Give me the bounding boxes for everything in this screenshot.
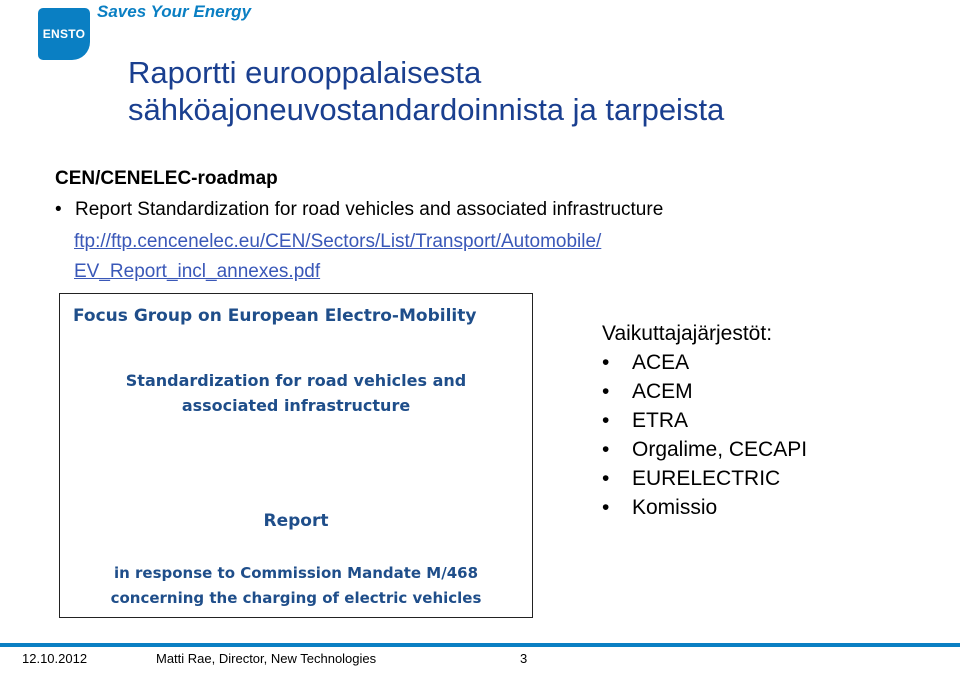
slide-title-line-1: Raportti eurooppalaisesta [128, 55, 482, 90]
stakeholders-block [602, 322, 807, 522]
stakeholders-list [602, 348, 807, 522]
doc-mandate-line-1: in response to Commission Mandate M/468 [113, 564, 479, 582]
stakeholder-name: Orgalime, CECAPI [632, 438, 808, 461]
doc-subtitle-line-2: associated infrastructure [181, 396, 411, 415]
doc-subtitle-line-1: Standardization for road vehicles and [125, 371, 467, 390]
bullet-icon: • [602, 467, 610, 490]
ensto-logo [38, 8, 90, 60]
stakeholders-heading: Vaikuttajajärjestöt: [602, 322, 773, 345]
doc-heading: Focus Group on European Electro-Mobility [73, 306, 477, 326]
bullet-icon: • [602, 496, 610, 519]
footer-date: 12.10.2012 [22, 651, 88, 666]
slide-title [128, 54, 724, 128]
list-item [602, 348, 807, 377]
doc-report-label: Report [263, 511, 329, 531]
report-bullet [55, 199, 663, 221]
stakeholder-name: ETRA [632, 409, 689, 432]
doc-mandate-line-2: concerning the charging of electric vehicles [110, 589, 482, 607]
footer-divider [0, 643, 960, 647]
report-link-line-2[interactable]: EV_Report_incl_annexes.pdf [74, 261, 321, 282]
list-item [602, 493, 807, 522]
stakeholder-name: EURELECTRIC [632, 467, 781, 490]
brand-tagline: Saves Your Energy [97, 2, 252, 21]
logo-text: ENSTO [42, 27, 86, 41]
slide-title-line-2: sähköajoneuvostandardoinnista ja tarpeista [128, 92, 725, 127]
stakeholder-name: ACEM [632, 380, 693, 403]
stakeholder-name: ACEA [632, 351, 690, 374]
page-number: 3 [520, 651, 528, 666]
stakeholder-name: Komissio [632, 496, 718, 519]
bullet-icon: • [55, 199, 62, 220]
list-item [602, 406, 807, 435]
report-link[interactable] [74, 227, 794, 287]
bullet-icon: • [602, 380, 610, 403]
report-bullet-text: Report Standardization for road vehicles and associated infrastructure [75, 199, 664, 220]
list-item [602, 435, 807, 464]
report-link-line-1[interactable]: ftp://ftp.cencenelec.eu/CEN/Sectors/List/Transport/Automobile/ [74, 231, 602, 252]
roadmap-heading: CEN/CENELEC-roadmap [55, 168, 278, 189]
report-cover-image [59, 293, 533, 618]
list-item [602, 377, 807, 406]
list-item [602, 464, 807, 493]
bullet-icon: • [602, 438, 610, 461]
footer-author: Matti Rae, Director, New Technologies [156, 651, 377, 666]
bullet-icon: • [602, 351, 610, 374]
bullet-icon: • [602, 409, 610, 432]
